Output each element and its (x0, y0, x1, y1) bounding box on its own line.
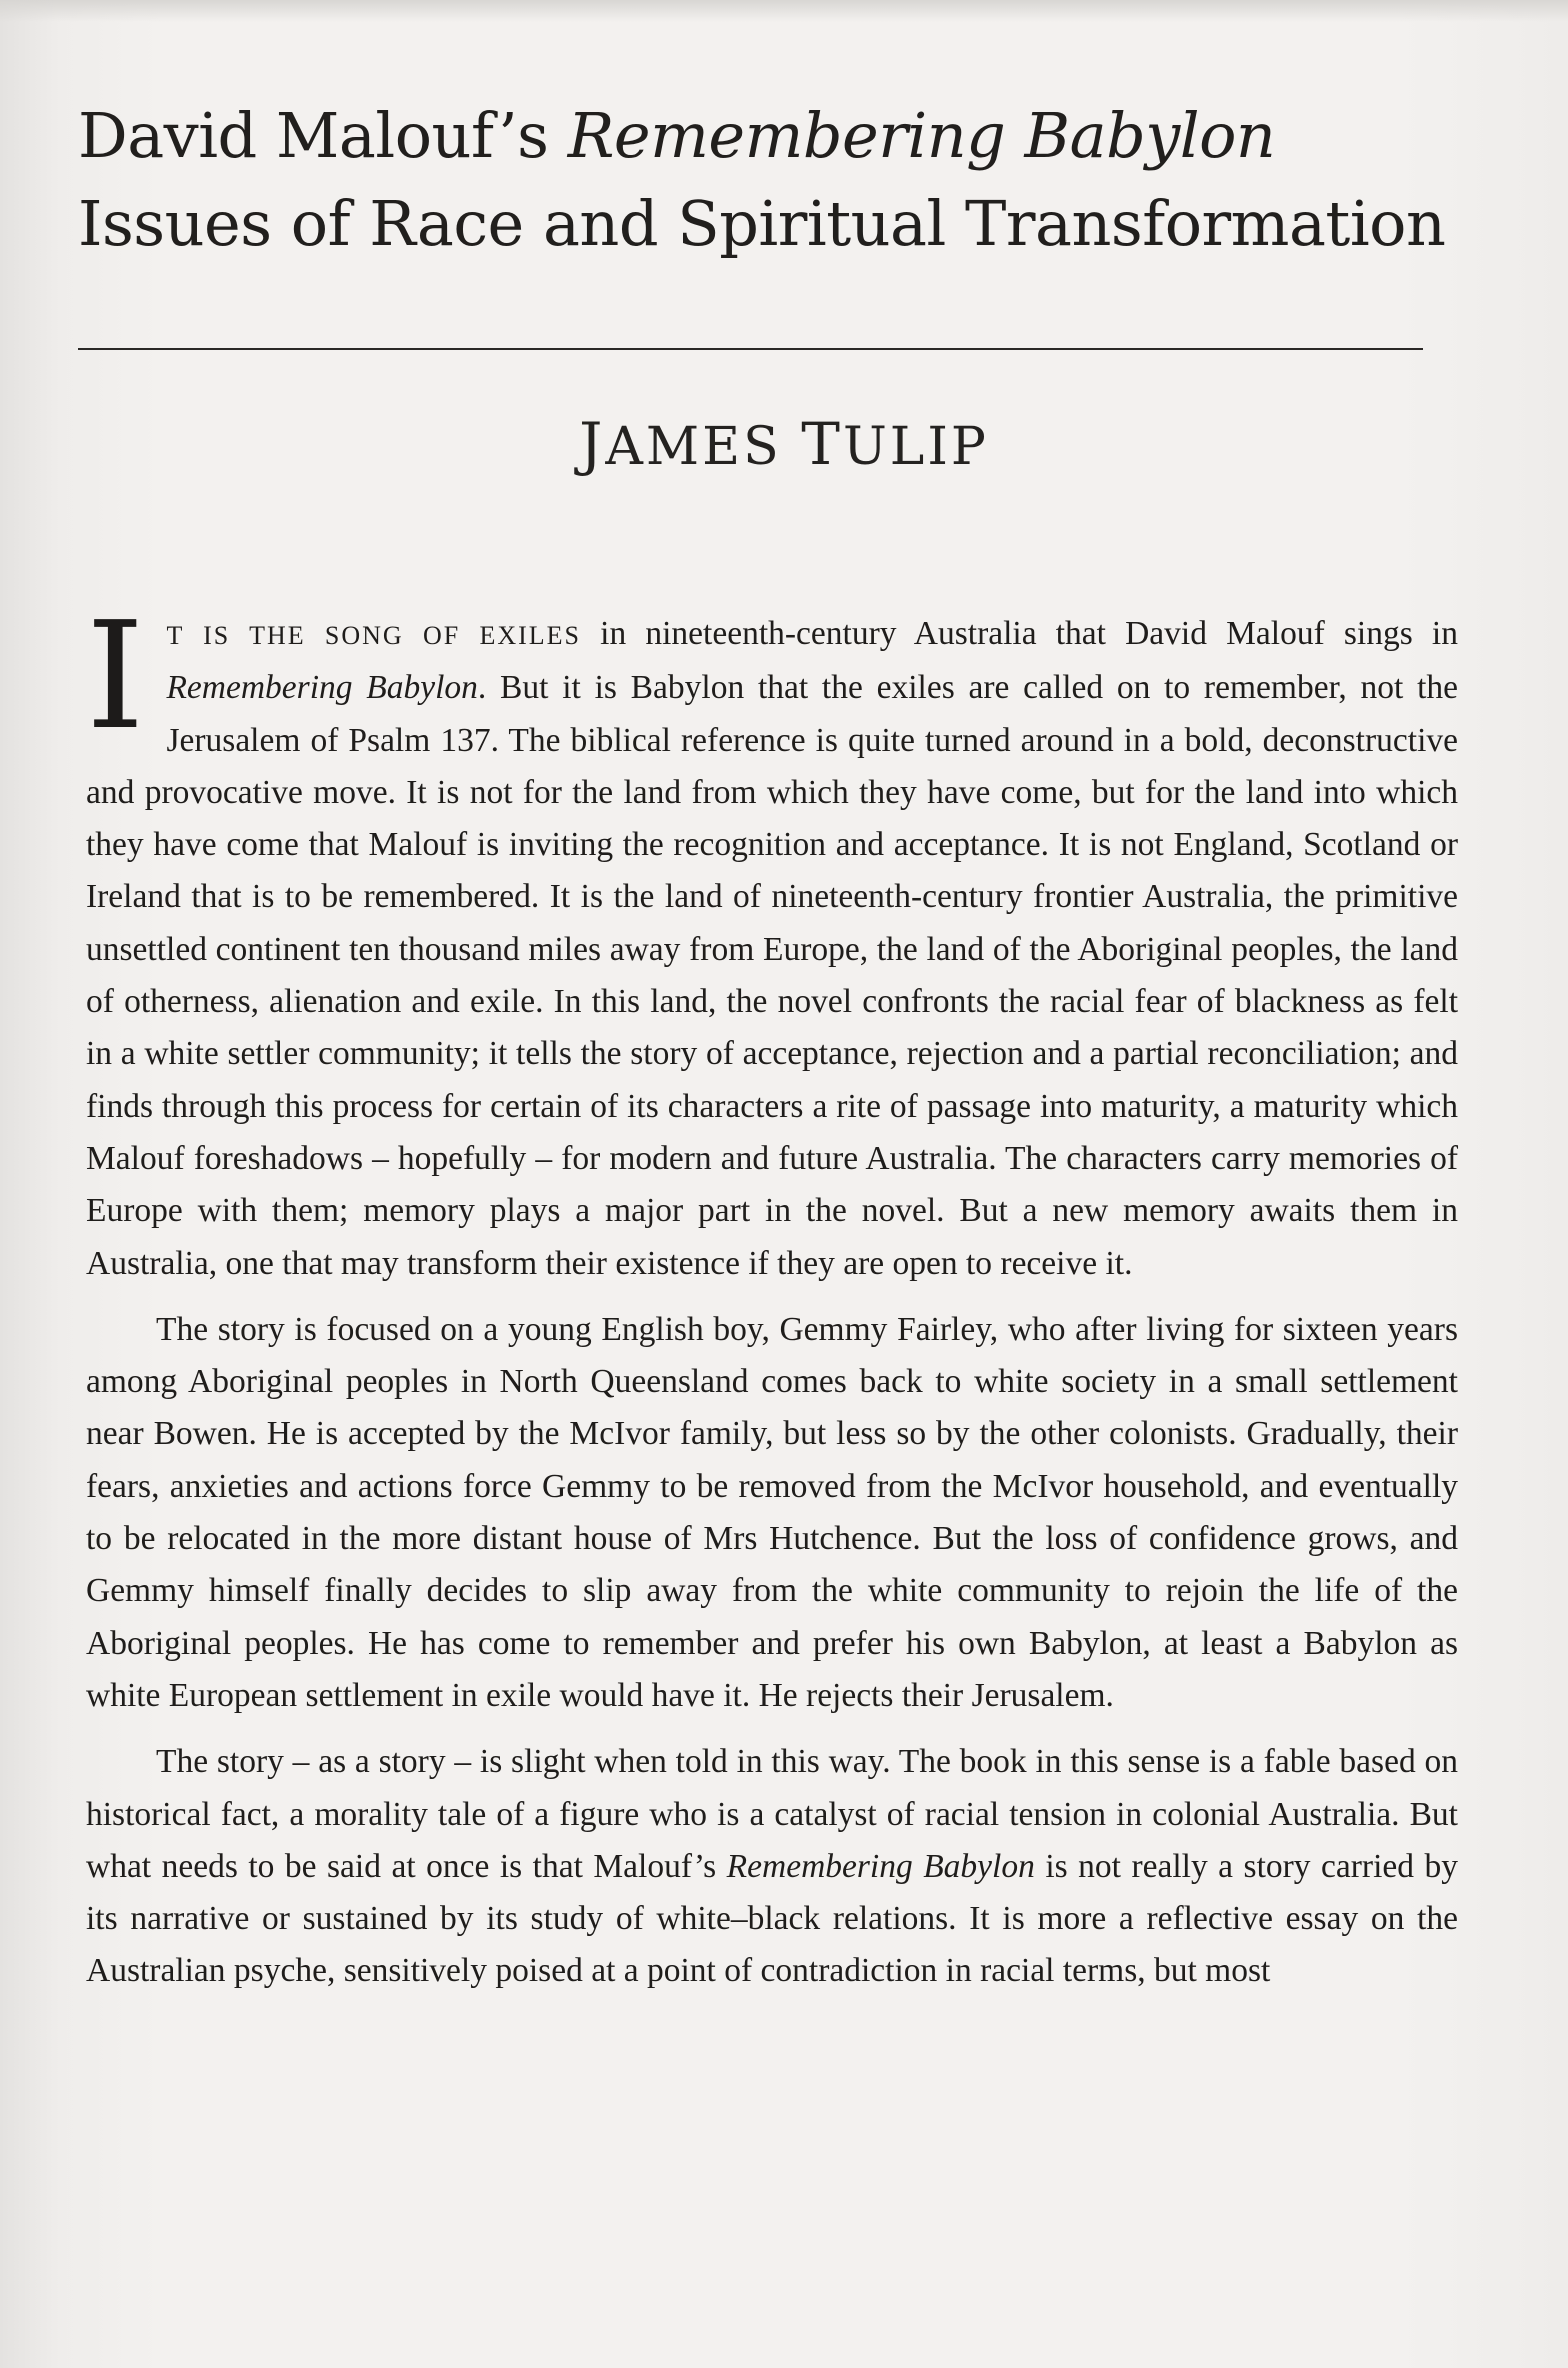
drop-cap: I (86, 590, 145, 762)
article-title (78, 92, 1446, 268)
p3-text-b: is not really a story carried by its narrative or sustained by its study of white–black relations. It is more a reflective essay on the Australian psyche, sensitively poised at a point of contradiction in racial terms, but most (86, 1847, 1458, 1990)
author-last-initial: T (801, 410, 843, 478)
title-italic-work: Remembering Babylon (567, 99, 1276, 172)
author-last-rest: ULIP (842, 417, 989, 477)
article-body (86, 590, 1458, 1998)
author-name (0, 410, 1568, 478)
p3-italic-title: Remembering Babylon (726, 1847, 1035, 1885)
opening-small-caps: T IS THE SONG OF EXILES (166, 621, 581, 650)
title-line-2: Issues of Race and Spiritual Transformation (78, 187, 1446, 260)
paragraph-2: The story is focused on a young English boy, Gemmy Fairley, who after living for sixteen years among Aboriginal peoples in North Queensland comes back to white society in a small settlement near Bowen. He is accepted by the McIvor family, but less so by the other colonists. Gradually, their fears, anxieties and actions force Gemmy to be removed from the McIvor household, and eventually to be relocated in the more distant house of Mrs Hutchence. But the loss of confidence grows, and Gemmy himself finally decides to slip away from the white community to rejoin the life of the Aboriginal peoples. He has come to remember and prefer his own Babylon, at least a Babylon as white European settlement in exile would have it. He rejects their Jerusalem. (86, 1310, 1458, 1714)
author-first-initial: J (579, 410, 606, 478)
p1-italic-title: Remembering Babylon (166, 669, 478, 707)
title-prefix: David Malouf’s (78, 99, 568, 172)
paragraph-1 (86, 590, 1458, 1290)
p1-text-b: . But it is Babylon that the exiles are called on to remember, not the Jerusalem of Psalm 137. The biblical reference is quite turned around in a bold, deconstructive and provocative move. It is not for the land from which they have come, but for the land into which they have come that Malouf is inviting the recognition and acceptance. It is not England, Scotland or Ireland that is to be remembered. It is the land of nineteenth-century frontier Australia, the primitive unsettled continent ten thousand miles away from Europe, the land of the Aboriginal peoples, the land of otherness, alienation and exile. In this land, the novel confronts the racial fear of blackness as felt in a white settler community; it tells the story of acceptance, rejection and a partial reconciliation; and finds through this process for certain of its characters a rite of passage into maturity, a maturity which Malouf foreshadows – hopefully – for modern and future Australia. The characters carry memories of Europe with them; memory plays a major part in the novel. But a new memory awaits them in Australia, one that may transform their existence if they are open to receive it. (86, 669, 1458, 1282)
title-divider (78, 348, 1423, 350)
author-first-rest: AMES (605, 417, 802, 477)
p3-text-a: The story – as a story – is slight when told in this way. The book in this sense is a fable based on historical fact, a morality tale of a figure who is a catalyst of racial tension in colonial Australia. But what needs to be said at once is that Malouf’s (86, 1743, 1458, 1885)
p1-text-a: in nineteenth-century Australia that David Malouf sings in (581, 615, 1458, 652)
scan-edge-shadow (0, 0, 1568, 22)
title-line-1 (78, 92, 1438, 180)
paragraph-3 (86, 1736, 1458, 1997)
